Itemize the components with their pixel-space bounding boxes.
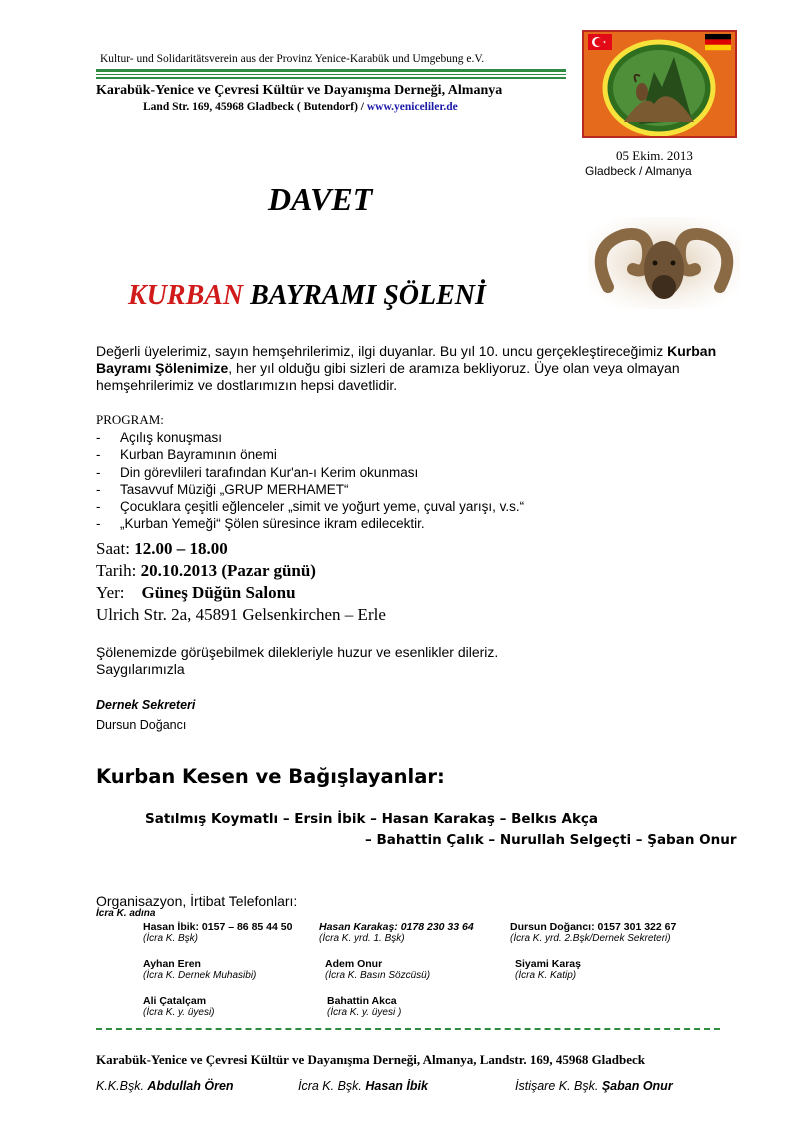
program-item: Açılış konuşması — [120, 430, 223, 445]
footer-signature — [298, 1079, 428, 1093]
event-title-highlight: KURBAN — [128, 280, 244, 311]
venue-label: Yer: — [96, 583, 125, 602]
signature-name: Hasan İbik — [365, 1079, 428, 1093]
event-details — [96, 538, 386, 626]
contact-name: Ali Çatalçam — [143, 995, 207, 1007]
footer-signature — [515, 1079, 673, 1093]
list-item: - Açılış konuşması — [96, 430, 223, 445]
german-flag-icon — [705, 34, 731, 50]
contact-card — [325, 958, 430, 981]
contact-card — [319, 921, 474, 944]
contact-card — [515, 958, 581, 981]
signature-name: Abdullah Ören — [147, 1079, 234, 1093]
header-address — [143, 101, 458, 113]
program-list — [96, 429, 524, 533]
contacts-heading: Organisazyon, İrtibat Telefonları: — [96, 893, 298, 909]
contact-card — [143, 995, 215, 1018]
intro-text-1: Değerli üyelerimiz, sayın hemşehrilerimiz, ilgi duyanlar. Bu yıl 10. uncu gerçekleştireceğimiz — [96, 343, 668, 359]
list-item: - Çocuklara çeşitli eğlenceler „simit ve yoğurt yeme, çuval yarışı, v.s.“ — [96, 499, 525, 515]
ram-illustration — [588, 217, 740, 309]
event-title-rest: BAYRAMI ŞÖLENİ — [243, 280, 486, 311]
date-value: 20.10.2013 (Pazar günü) — [140, 561, 316, 580]
header-top-line: Kultur- und Solidaritätsverein aus der Provinz Yenice-Karabük und Umgebung e.V. — [100, 53, 485, 65]
closing-line: Şölenemizde görüşebilmek dilekleriyle huzur ve esenlikler dileriz. — [96, 644, 499, 660]
list-item: - „Kurban Yemeği“ Şölen süresince ikram edilecektir. — [96, 516, 425, 532]
closing-greeting: Saygılarımızla — [96, 661, 185, 677]
contact-role: (İcra K. Dernek Muhasibi) — [143, 970, 257, 981]
list-item: - Kurban Bayramının önemi — [96, 447, 277, 463]
footer-signature — [96, 1079, 234, 1093]
contact-name: Siyami Karaş — [515, 958, 581, 970]
event-time — [96, 538, 386, 560]
contact-name: Dursun Doğancı: 0157 301 322 67 — [510, 921, 677, 933]
website-link[interactable]: www.yeniceliler.de — [366, 101, 458, 113]
contact-name: Ayhan Eren — [143, 958, 201, 970]
program-item: Çocuklara çeşitli eğlenceler „simit ve yoğurt yeme, çuval yarışı, v.s.“ — [120, 499, 525, 515]
signature-role: İstişare K. Bşk. — [515, 1079, 599, 1093]
program-heading: PROGRAM: — [96, 412, 164, 427]
donors-line-2: – Bahattin Çalık – Nurullah Selgeçti – Şaban Onur — [365, 832, 737, 848]
donors-line-1: Satılmış Koymatlı – Ersin İbik – Hasan Karakaş – Belkıs Akça — [145, 811, 599, 827]
header-rule — [96, 69, 566, 72]
contacts-icra-label: İcra K. adına — [96, 908, 156, 919]
contact-card — [143, 958, 256, 981]
program-item: Tasavvuf Müziği „GRUP MERHAMET“ — [120, 481, 349, 497]
association-logo — [582, 30, 737, 138]
letter-date: 05 Ekim. 2013 — [616, 148, 693, 163]
event-venue — [96, 582, 386, 604]
page-heading: DAVET — [268, 181, 373, 217]
time-value: 12.00 – 18.00 — [134, 539, 228, 558]
date-label: Tarih: — [96, 561, 137, 580]
ram-image — [588, 217, 740, 309]
contact-role: (İcra K. Basın Sözcüsü) — [325, 970, 431, 981]
list-item: - Tasavvuf Müziği „GRUP MERHAMET“ — [96, 481, 349, 497]
intro-text-bold: Kurban Bayramı Şölenimize — [96, 343, 717, 376]
turkish-flag-icon — [588, 34, 612, 50]
contact-role: (İcra K. Katip) — [515, 970, 577, 981]
header-org-name: Karabük-Yenice ve Çevresi Kültür ve Dayanışma Derneği, Almanya — [96, 83, 503, 98]
donors-heading: Kurban Kesen ve Bağışlayanlar: — [96, 765, 445, 788]
contact-role: (İcra K. y. üyesi) — [143, 1007, 215, 1018]
signer-name: Dursun Doğancı — [96, 718, 187, 732]
contact-role: (İcra K. Bşk) — [143, 933, 199, 944]
logo-emblem — [584, 32, 735, 136]
contact-name: Hasan İbik: 0157 – 86 85 44 50 — [143, 921, 293, 933]
contact-role: (İcra K. yrd. 1. Bşk) — [319, 933, 405, 944]
footer-address: Karabük-Yenice ve Çevresi Kültür ve Dayanışma Derneği, Almanya, Landstr. 169, 45968 Gladbeck — [96, 1052, 646, 1067]
contact-card — [510, 921, 676, 944]
contact-name: Hasan Karakaş: 0178 230 33 64 — [319, 921, 474, 933]
header-rule — [96, 74, 566, 75]
venue-value: Güneş Düğün Salonu — [141, 583, 296, 602]
intro-paragraph — [96, 343, 766, 394]
signer-role: Dernek Sekreteri — [96, 698, 196, 712]
letter-place: Gladbeck / Almanya — [585, 164, 692, 178]
header-rule — [96, 77, 566, 79]
event-title — [128, 280, 486, 312]
contact-card — [143, 921, 292, 944]
header-address-text: Land Str. 169, 45968 Gladbeck ( Butendorf) / — [143, 101, 364, 113]
program-item: „Kurban Yemeği“ Şölen süresince ikram edilecektir. — [120, 516, 425, 532]
footer-divider — [96, 1028, 720, 1030]
intro-text-2: , her yıl olduğu gibi sizleri de aramıza bekliyoruz. Üye olan veya olmayan hemşehrilerimiz ve dostlarımızın hepsi davetlidir. — [96, 360, 680, 393]
event-address: Ulrich Str. 2a, 45891 Gelsenkirchen – Erle — [96, 605, 386, 624]
signature-role: K.K.Bşk. — [96, 1079, 144, 1093]
contact-role: (İcra K. yrd. 2.Bşk/Dernek Sekreteri) — [510, 933, 671, 944]
program-item: Din görevlileri tarafından Kur'an-ı Kerim okunması — [120, 464, 419, 480]
contact-card — [327, 995, 401, 1018]
closing-text — [96, 644, 498, 678]
event-date — [96, 560, 386, 582]
contact-role: (İcra K. y. üyesi ) — [327, 1007, 402, 1018]
signature-role: İcra K. Bşk. — [298, 1079, 362, 1093]
contact-name: Adem Onur — [325, 958, 383, 970]
contact-name: Bahattin Akca — [327, 995, 397, 1007]
time-label: Saat: — [96, 539, 130, 558]
signature-name: Şaban Onur — [601, 1079, 673, 1093]
list-item: - Din görevlileri tarafından Kur'an-ı Kerim okunması — [96, 464, 419, 480]
program-item: Kurban Bayramının önemi — [120, 447, 277, 463]
